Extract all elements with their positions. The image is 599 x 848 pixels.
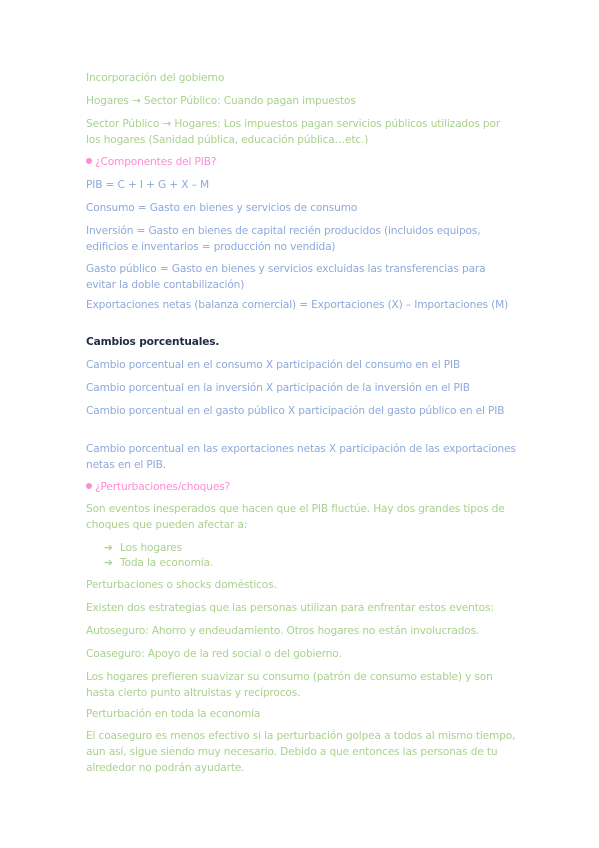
paragraph: Exportaciones netas (balanza comercial) = Exportaciones (X) – Importaciones (M) xyxy=(86,299,509,311)
paragraph: Los hogares prefieren suavizar su consumo (patrón de consumo estable) y son hasta cierto punto altruistas y recíprocos. xyxy=(86,671,493,699)
bullet-dot-icon xyxy=(86,158,92,164)
paragraph: Inversión = Gasto en bienes de capital recién producidos (incluidos equipos, edificios e inventarios = producción no vendida) xyxy=(86,225,481,253)
paragraph: Sector Público → Hogares: Los impuestos pagan servicios públicos utilizados por los hogares (Sanidad pública, educación pública…etc.) xyxy=(86,118,501,146)
bullet-dot-icon xyxy=(86,483,92,489)
paragraph: Cambio porcentual en la inversión X participación de la inversión en el PIB xyxy=(86,382,470,394)
arrow-right-icon: ➔ xyxy=(104,542,113,554)
paragraph: Existen dos estrategias que las personas utilizan para enfrentar estos eventos: xyxy=(86,602,494,614)
paragraph: Perturbaciones o shocks domésticos. xyxy=(86,579,277,591)
paragraph: Cambio porcentual en el gasto público X participación del gasto público en el PIB xyxy=(86,405,505,417)
formula: PIB = C + I + G + X – M xyxy=(86,179,209,191)
section-title: Incorporación del gobierno xyxy=(86,72,225,84)
arrow-right-icon: ➔ xyxy=(104,557,113,569)
paragraph: Gasto público = Gasto en bienes y servicios excluidas las transferencias para evitar la doble contabilización) xyxy=(86,263,486,291)
paragraph: Perturbación en toda la economía xyxy=(86,708,261,720)
paragraph: Hogares → Sector Público: Cuando pagan impuestos xyxy=(86,95,356,107)
paragraph: Cambio porcentual en las exportaciones netas X participación de las exportaciones netas en el PIB. xyxy=(86,443,516,471)
paragraph: Cambio porcentual en el consumo X participación del consumo en el PIB xyxy=(86,359,461,371)
bullet-heading: ¿Componentes del PIB? xyxy=(86,154,516,170)
paragraph: Consumo = Gasto en bienes y servicios de consumo xyxy=(86,202,358,214)
subheading: Cambios porcentuales. xyxy=(86,336,220,348)
list-item: ➔ Toda la economía. xyxy=(104,557,214,569)
paragraph: Autoseguro: Ahorro y endeudamiento. Otros hogares no están involucrados. xyxy=(86,625,480,637)
bullet-heading: ¿Perturbaciones/choques? xyxy=(86,479,516,495)
paragraph: El coaseguro es menos efectivo si la perturbación golpea a todos al mismo tiempo, aun así, sigue siendo muy necesario. Debido a que entonces las personas de tu alrededor no podrán ayudarte. xyxy=(86,730,516,774)
paragraph: Son eventos inesperados que hacen que el PIB fluctúe. Hay dos grandes tipos de choques que pueden afectar a: xyxy=(86,503,505,531)
paragraph: Coaseguro: Apoyo de la red social o del gobierno. xyxy=(86,648,342,660)
list-item: ➔ Los hogares xyxy=(104,542,183,554)
